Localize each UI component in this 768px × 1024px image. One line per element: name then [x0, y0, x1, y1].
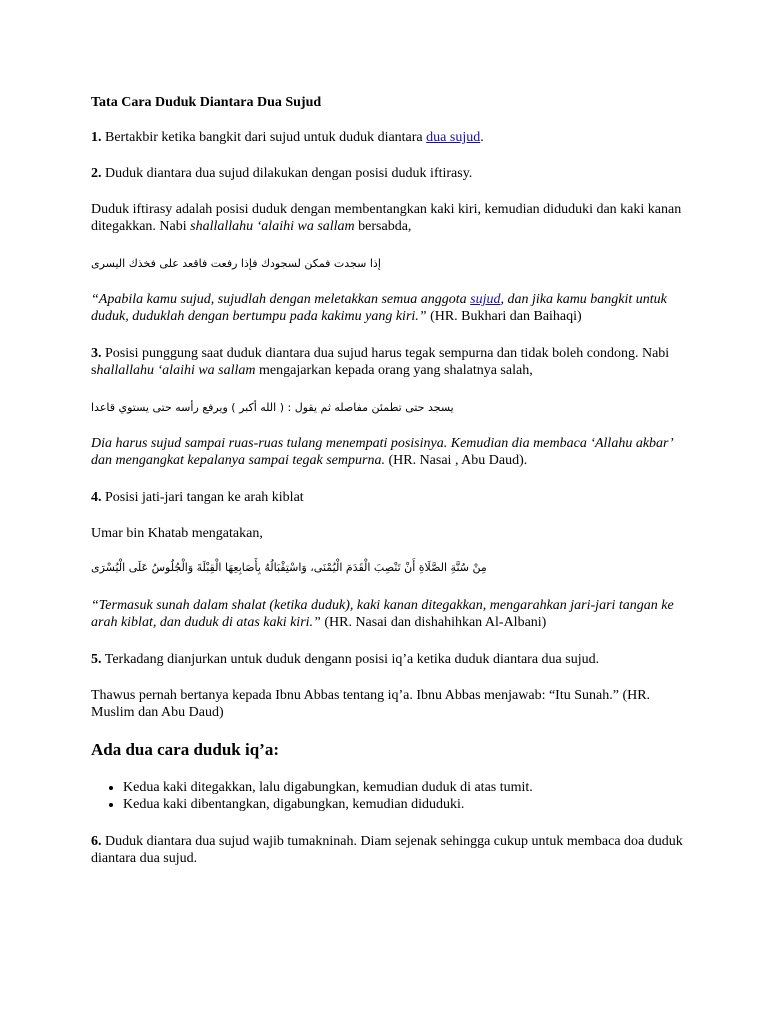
quote-3-text: “Termasuk sunah dalam shalat (ketika duduk), kaki kanan ditegakkan, mengarahkan jari-jari tangan ke arah kiblat, dan duduk di atas kaki kiri.” — [91, 598, 674, 630]
step-1-text: Bertakbir ketika bangkit dari sujud untuk duduk diantara — [101, 130, 427, 145]
step-2 — [91, 165, 691, 182]
thawus-paragraph: Thawus pernah bertanya kepada Ibnu Abbas tentang iq’a. Ibnu Abbas menjawab: “Itu Sunah.” (HR. Muslim dan Abu Daud) — [91, 688, 651, 720]
quote-2 — [91, 435, 691, 469]
step-5-number: 5. — [91, 652, 102, 667]
step-3 — [91, 345, 691, 379]
step-4-text: Posisi jati-jari tangan ke arah kiblat — [101, 490, 304, 505]
step-4 — [91, 489, 691, 506]
iftirasy-text: Duduk iftirasy adalah posisi duduk dengan membentangkan kaki kiri, kemudian diduduki dan kaki kanan ditegakkan. Nabi — [91, 202, 682, 234]
step-5-text: Terkadang dianjurkan untuk duduk dengann posisi iq’a ketika duduk diantara dua sujud. — [101, 652, 600, 667]
quote-3 — [91, 597, 691, 631]
step-3-end: mengajarkan kepada orang yang shalatnya salah, — [255, 363, 533, 378]
step-6 — [91, 833, 691, 867]
step-2-number: 2. — [91, 166, 102, 181]
iftirasy-end: bersabda, — [354, 219, 412, 234]
arabic-hadith-1: إذا سجدت فمكن لسجودك فإذا رفعت فاقعد على فخذك اليسرى — [91, 257, 381, 270]
step-3-text: Posisi punggung saat duduk diantara dua sujud harus tegak sempurna dan tidak boleh condong. Nabi s — [91, 346, 670, 378]
dua-sujud-link[interactable]: dua sujud — [426, 130, 481, 145]
step-4-number: 4. — [91, 490, 102, 505]
quote-1 — [91, 291, 691, 325]
quote-1-part-a: “Apabila kamu sujud, sujudlah dengan meletakkan semua anggota — [91, 292, 471, 307]
quote-2-text: Dia harus sujud sampai ruas-ruas tulang menempati posisinya. Kemudian dia membaca ‘Allahu akbar’ dan mengangkat kepalanya sampai tegak sempurna. — [91, 436, 673, 468]
quote-3-reference: (HR. Nasai dan dishahihkan Al-Albani) — [320, 615, 547, 630]
step-5 — [91, 651, 691, 668]
quote-1-reference: (HR. Bukhari dan Baihaqi) — [426, 309, 582, 324]
step-1 — [91, 129, 691, 146]
list-item: • Kedua kaki ditegakkan, lalu digabungkan, kemudian duduk di atas tumit. — [123, 779, 703, 796]
step-2-text: Duduk diantara dua sujud dilakukan dengan posisi duduk iftirasy. — [101, 166, 473, 181]
quote-2-reference: (HR. Nasai , Abu Daud). — [384, 453, 528, 468]
list-item: • Kedua kaki dibentangkan, digabungkan, kemudian diduduki. — [123, 796, 703, 813]
page-title: Tata Cara Duduk Diantara Dua Sujud — [91, 95, 322, 110]
arabic-hadith-3: مِنْ سُنَّةِ الصَّلَاةِ أَنْ تَنْصِبَ الْقَدَمَ الْيُمْنَى، وَاسْتِقْبَالُهُ بِأَصَابِعِهَا الْقِبْلَةَ وَالْجُلُوسُ عَلَى الْيُسْرَى — [91, 561, 487, 574]
arabic-hadith-2: يسجد حتى تطمئن مفاصله ثم يقول : ( الله أكبر ) ويرفع رأسه حتى يستوي قاعدا — [91, 401, 454, 414]
step-6-text: Duduk diantara dua sujud wajib tumakninah. Diam sejenak sehingga cukup untuk membaca doa duduk diantara dua sujud. — [91, 834, 683, 866]
iftirasy-italic: shallallahu ‘alaihi wa sallam — [190, 219, 355, 234]
step-1-number: 1. — [91, 130, 102, 145]
umar-statement: Umar bin Khatab mengatakan, — [91, 526, 263, 541]
step-3-number: 3. — [91, 346, 102, 361]
step-3-italic: hallallahu ‘alaihi wa sallam — [96, 363, 256, 378]
sujud-link[interactable]: sujud — [470, 292, 501, 307]
iqa-subheading: Ada dua cara duduk iq’a: — [91, 740, 280, 759]
iftirasy-paragraph — [91, 201, 691, 235]
step-6-number: 6. — [91, 834, 102, 849]
step-1-end: . — [480, 130, 484, 145]
quote-1-part-b: , dan jika kamu bangkit untuk duduk, duduklah dengan bertumpu pada kakimu yang kiri.” — [91, 292, 667, 324]
iqa-list — [91, 779, 703, 813]
